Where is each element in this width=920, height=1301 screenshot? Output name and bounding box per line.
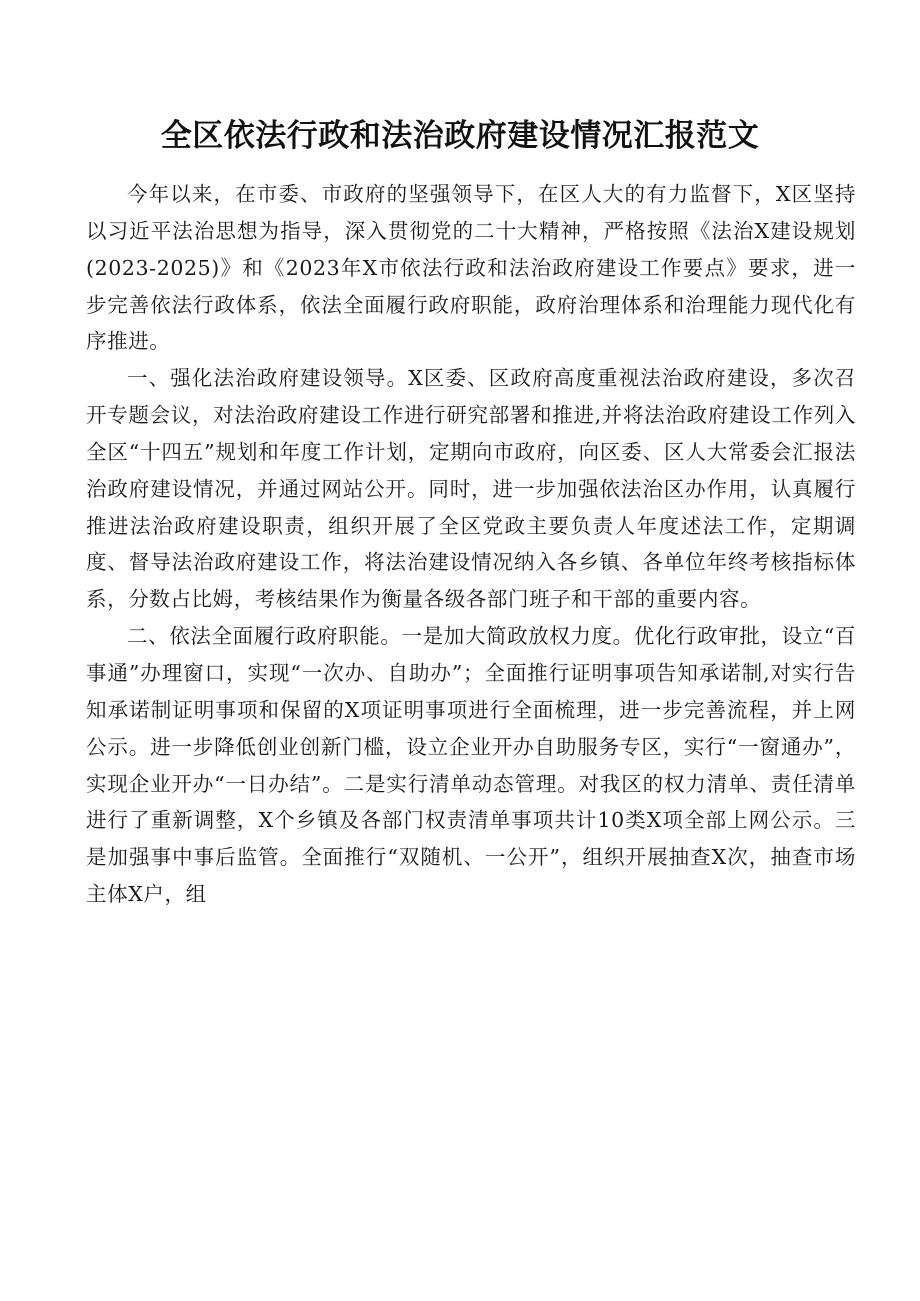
- paragraph-section-1: 一、强化法治政府建设领导。X区委、区政府高度重视法治政府建设，多次召开专题会议，对法治政府建设工作进行研究部署和推进,并将法治政府建设工作列入全区“十四五”规划和年度工作计划，定期向市政府，向区委、区人大常委会汇报法治政府建设情况，并通过网站公开。同时，进一步加强依法治区办作用，认真履行推进法治政府建设职责，组织开展了全区党政主要负责人年度述法工作，定期调度、督导法治政府建设工作，将法治建设情况纳入各乡镇、各单位年终考核指标体系，分数占比姆，考核结果作为衡量各级各部门班子和干部的重要内容。: [86, 366, 856, 612]
- paragraph-section-2: 二、依法全面履行政府职能。一是加大简政放权力度。优化行政审批，设立“百事通”办理窗口，实现“一次办、自助办”；全面推行证明事项告知承诺制,对实行告知承诺制证明事项和保留的X项证明事项进行全面梳理，进一步完善流程，并上网公示。进一步降低创业创新门槛，设立企业开办自助服务专区，实行“一窗通办”，实现企业开办“一日办结”。二是实行清单动态管理。对我区的权力清单、责任清单进行了重新调整，X个乡镇及各部门权责清单事项共计10类X项全部上网公示。三是加强事中事后监管。全面推行“双随机、一公开”，组织开展抽查X次，抽查市场主体X户，组: [86, 624, 856, 907]
- document-body: [86, 176, 856, 913]
- document-title: 全区依法行政和法治政府建设情况汇报范文: [160, 118, 760, 154]
- paragraph-intro: 今年以来，在市委、市政府的坚强领导下，在区人大的有力监督下，X区坚持以习近平法治思想为指导，深入贯彻党的二十大精神，严格按照《法治X建设规划(2023-2025)》和《2023年X市依法行政和法治政府建设工作要点》要求，进一步完善依法行政体系，依法全面履行政府职能，政府治理体系和治理能力现代化有序推进。: [86, 182, 856, 354]
